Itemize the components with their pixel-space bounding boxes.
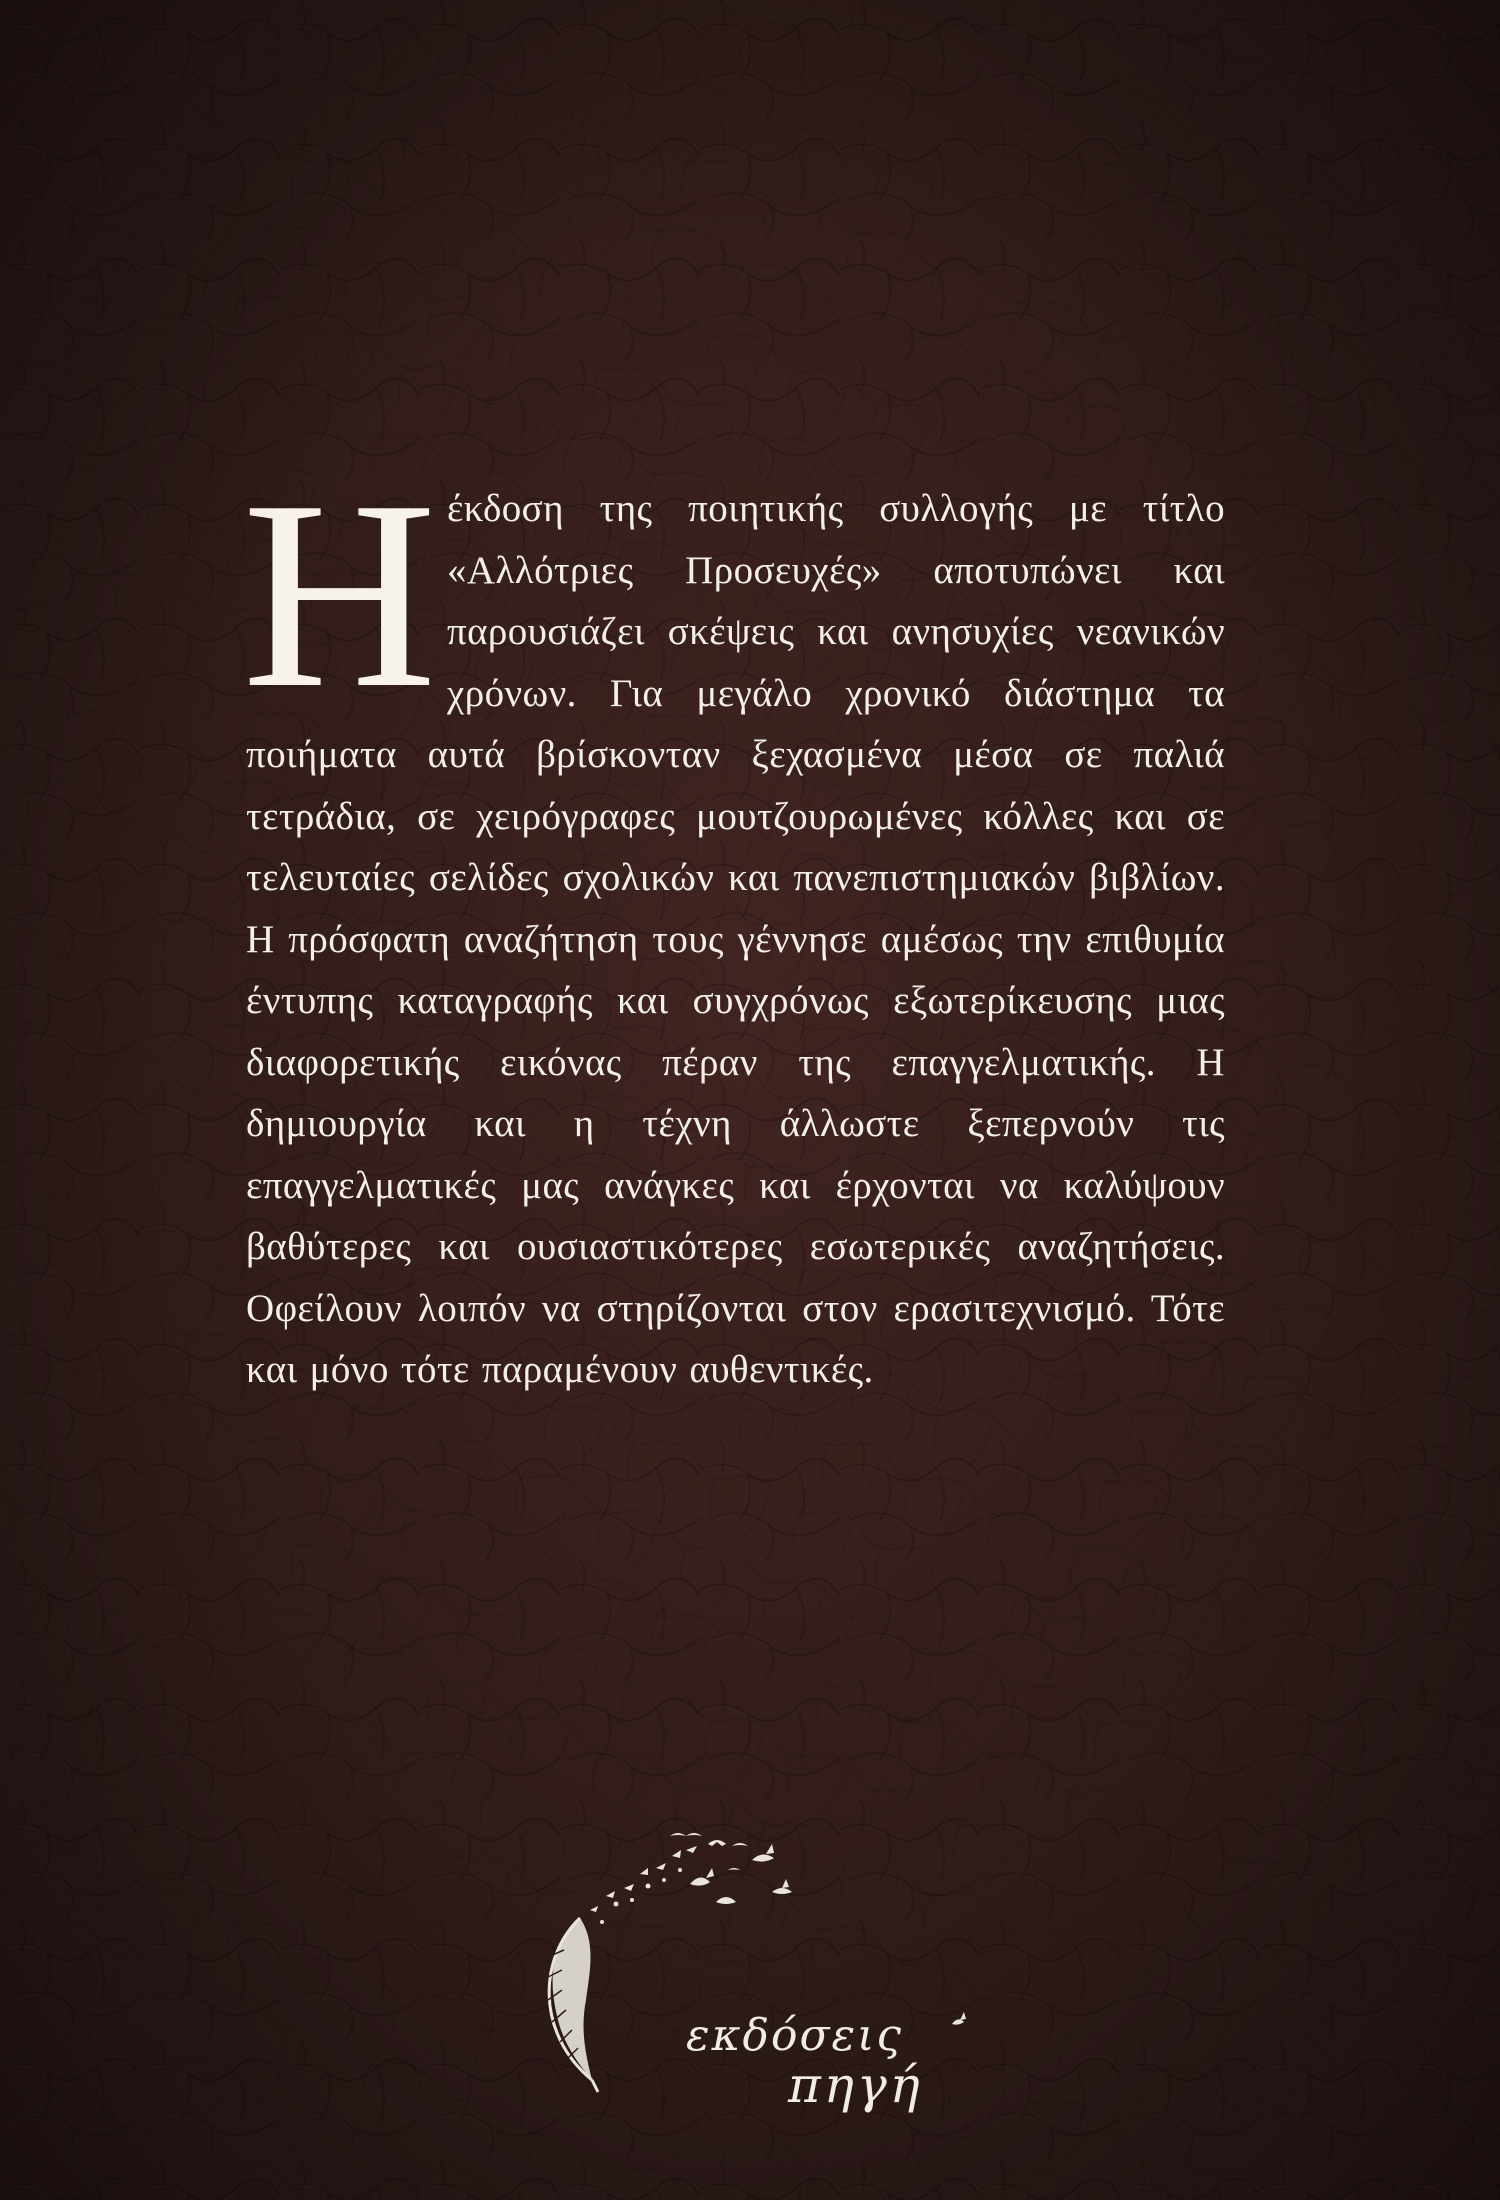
- drop-cap: Η: [242, 445, 433, 744]
- blurb-text-block: [242, 445, 1225, 1401]
- publisher-name-line2: πηγή: [788, 2056, 923, 2114]
- publisher-logo: [520, 1830, 980, 2114]
- blurb-paragraph: έκδοση της ποιητικής συλλογής με τίτλο «Αλλότριες Προσευχές» αποτυπώνει και παρουσιάζει σκέψεις και ανησυχίες νεανικών χρόνων. Για μεγάλο χρονικό διάστημα τα ποιήματα αυτά βρίσκονταν ξεχασμένα μέσα σε παλιά τετράδια, σε χειρόγραφες μουτζουρωμένες κόλλες και σε τελευταίες σελίδες σχολικών και πανεπιστημιακών βιβλίων. Η πρόσφατη αναζήτηση τους γέννησε αμέσως την επιθυμία έντυπης καταγραφής και συγχρόνως εξωτερίκευσης μιας διαφορετικής εικόνας πέραν της επαγγελματικής. Η δημιουργία και η τέχνη άλλωστε ξεπερνούν τις επαγγελματικές μας ανάγκες και έρχονται να καλύψουν βαθύτερες και ουσιαστικότερες εσωτερικές αναζητήσεις. Οφείλουν λοιπόν να στηρίζονται στον ερασιτεχνισμό. Τότε και μόνο τότε παραμένουν αυθεντικές.: [246, 487, 1225, 1391]
- publisher-name-line1: εκδόσεις: [686, 2010, 903, 2061]
